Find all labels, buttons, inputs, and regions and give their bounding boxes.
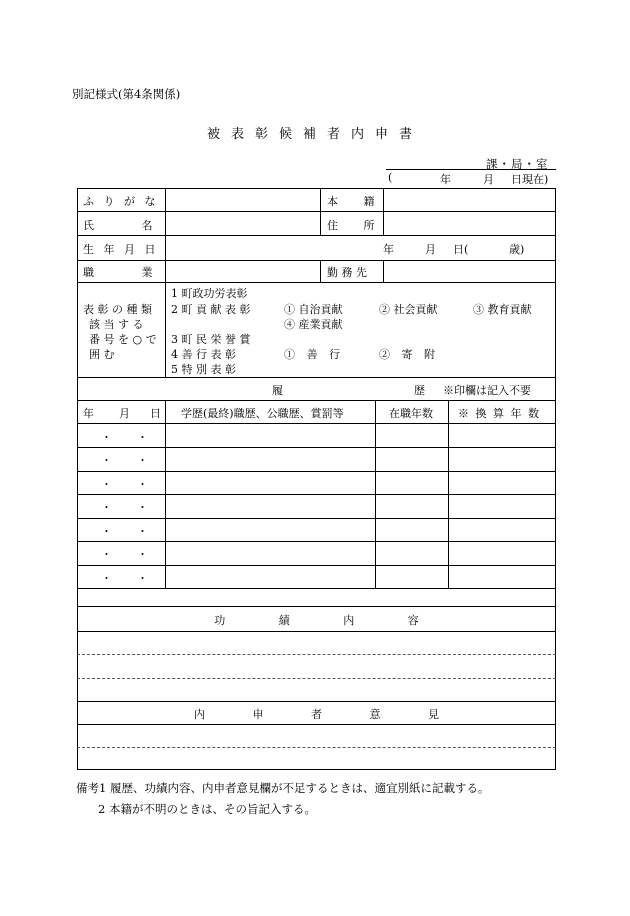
award-item: 2 町 貢 献 表 彰 bbox=[171, 303, 251, 316]
furigana-label: ふ り が な bbox=[83, 195, 159, 208]
row-line bbox=[77, 423, 556, 424]
workplace-label: 勤 務 先 bbox=[327, 266, 367, 279]
history-col-career: 学歴(最終)職歴、公職歴、賞罰等 bbox=[181, 407, 344, 420]
row-line bbox=[77, 400, 556, 401]
note-2: 2 本籍が不明のときは、その旨記入する。 bbox=[98, 802, 316, 816]
date-open-paren: ( bbox=[388, 171, 393, 184]
row-line bbox=[77, 606, 556, 607]
award-sub-option: ① 自治貢献 bbox=[284, 303, 343, 316]
row-line bbox=[77, 494, 556, 495]
document-title: 被表彰候補者内申書 bbox=[206, 127, 423, 142]
row-line bbox=[77, 588, 556, 589]
history-row-dot: ・ bbox=[101, 478, 112, 491]
history-note: ※印欄は記入不要 bbox=[443, 384, 531, 397]
award-sub-option: ② 社会貢献 bbox=[379, 303, 438, 316]
birth-year-label: 年 bbox=[383, 243, 394, 256]
history-row-dot: ・ bbox=[137, 431, 148, 444]
history-row-dot: ・ bbox=[101, 501, 112, 514]
date-day-as-of-label: 日現在) bbox=[511, 173, 549, 186]
history-row-dot: ・ bbox=[137, 525, 148, 538]
birth-age-close-label: 歳) bbox=[509, 243, 525, 256]
note-1: 備考1 履歴、功績内容、内申者意見欄が不足するときは、適宜別紙に記載する。 bbox=[76, 781, 490, 795]
history-row-dot: ・ bbox=[137, 454, 148, 467]
birth-day-age-label: 日( bbox=[453, 243, 469, 256]
history-col-year: 年 bbox=[83, 407, 94, 420]
award-item: 3 町 民 栄 誉 賞 bbox=[171, 333, 251, 346]
row-line bbox=[77, 447, 556, 448]
row-line bbox=[77, 701, 556, 702]
history-col-years-served: 在職年数 bbox=[389, 407, 433, 420]
history-row-dot: ・ bbox=[101, 572, 112, 585]
history-row-dot: ・ bbox=[101, 525, 112, 538]
dashed-writing-line bbox=[77, 747, 556, 748]
award-sub-option: ③ 教育貢献 bbox=[473, 303, 532, 316]
column-line bbox=[448, 400, 449, 588]
name-label: 氏 名 bbox=[83, 219, 153, 232]
row-line bbox=[77, 282, 556, 283]
history-row-dot: ・ bbox=[101, 548, 112, 561]
award-item: 1 町政功労表彰 bbox=[171, 287, 248, 300]
column-line bbox=[320, 188, 321, 235]
column-line bbox=[165, 188, 166, 377]
birth-month-label: 月 bbox=[425, 243, 436, 256]
row-line bbox=[77, 377, 556, 378]
award-type-label: 囲 む bbox=[89, 348, 115, 361]
award-type-label: 該 当 す る bbox=[89, 318, 144, 331]
row-line bbox=[77, 565, 556, 566]
history-row-dot: ・ bbox=[101, 431, 112, 444]
award-type-label: 番 号 を ○ で bbox=[89, 333, 157, 346]
date-month-label: 月 bbox=[483, 173, 494, 186]
border-left bbox=[77, 188, 78, 770]
honseki-label: 本 籍 bbox=[327, 195, 375, 208]
history-title-second-char: 歴 bbox=[414, 384, 425, 397]
department-label: 課・局・室 bbox=[486, 157, 549, 171]
history-row-dot: ・ bbox=[137, 548, 148, 561]
award-item: 5 特 別 表 彰 bbox=[171, 363, 236, 376]
award-sub-option: ② 寄 附 bbox=[379, 348, 435, 361]
birth-date-label: 生 年 月 日 bbox=[83, 243, 159, 256]
column-line bbox=[165, 400, 166, 588]
border-right bbox=[555, 188, 556, 770]
history-row-dot: ・ bbox=[137, 572, 148, 585]
dashed-writing-line bbox=[77, 654, 556, 655]
history-col-converted: ※ 換 算 年 数 bbox=[458, 407, 539, 420]
award-sub-option: ① 善 行 bbox=[284, 348, 340, 361]
history-col-month: 月 bbox=[119, 407, 130, 420]
achievements-title: 功 績 内 容 bbox=[214, 614, 419, 627]
border-bottom bbox=[77, 769, 556, 770]
column-line bbox=[383, 260, 384, 282]
row-line bbox=[77, 518, 556, 519]
award-item: 4 善 行 表 彰 bbox=[171, 348, 236, 361]
address-label: 住 所 bbox=[327, 219, 375, 232]
award-sub-option: ④ 産業貢献 bbox=[284, 318, 343, 331]
column-line bbox=[375, 400, 376, 588]
application-form-table bbox=[77, 188, 556, 770]
form-reference-label: 別記様式(第4条関係) bbox=[72, 87, 181, 101]
row-line bbox=[77, 724, 556, 725]
dashed-writing-line bbox=[77, 678, 556, 679]
row-line bbox=[77, 235, 556, 236]
department-underline bbox=[386, 169, 556, 170]
row-line bbox=[77, 471, 556, 472]
row-line bbox=[77, 211, 556, 212]
border-top bbox=[77, 188, 556, 189]
history-col-day: 日 bbox=[150, 407, 161, 420]
column-line bbox=[320, 260, 321, 282]
history-title: 履 bbox=[272, 384, 283, 397]
opinion-title: 内 申 者 意 見 bbox=[194, 708, 439, 721]
history-row-dot: ・ bbox=[137, 478, 148, 491]
row-line bbox=[77, 260, 556, 261]
row-line bbox=[77, 631, 556, 632]
occupation-label: 職 業 bbox=[83, 266, 153, 279]
history-row-dot: ・ bbox=[137, 501, 148, 514]
history-row-dot: ・ bbox=[101, 454, 112, 467]
column-line bbox=[383, 188, 384, 235]
award-type-label: 表 彰 の 種 類 bbox=[83, 303, 152, 316]
row-line bbox=[77, 541, 556, 542]
date-year-label: 年 bbox=[440, 173, 451, 186]
